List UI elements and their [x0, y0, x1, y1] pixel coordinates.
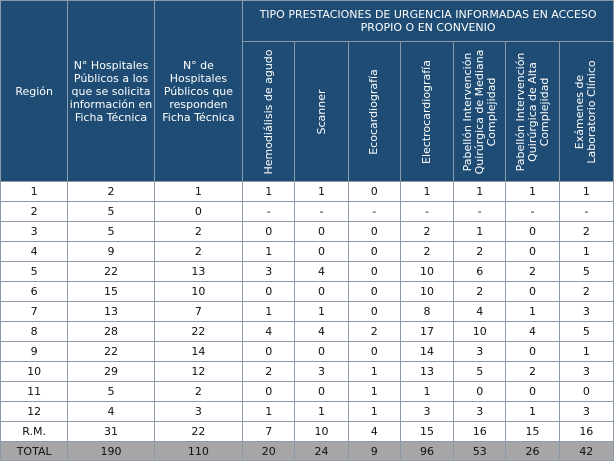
service-count-cell: 6	[454, 262, 506, 282]
service-count-cell: 1	[295, 402, 348, 422]
service-count-cell: 10	[454, 322, 506, 342]
service-count-cell: 4	[506, 322, 559, 342]
table-row	[1, 202, 614, 222]
service-count-cell: 15	[506, 422, 559, 442]
hosp-requested-cell: 15	[68, 282, 154, 302]
region-cell: 9	[1, 342, 68, 362]
table-row	[1, 242, 614, 262]
table-row	[1, 182, 614, 202]
service-count-cell: 2	[506, 262, 559, 282]
header-service-pabellon-alta: Pabellón Intervención Quirúrgica de Alta Complejidad	[506, 42, 559, 182]
service-count-cell: 0	[243, 282, 295, 302]
hosp-responded-cell: 2	[154, 242, 242, 262]
service-count-cell: 3	[559, 402, 613, 422]
service-count-cell: 1	[559, 342, 613, 362]
hosp-requested-cell: 2	[68, 182, 154, 202]
service-count-cell: 1	[506, 302, 559, 322]
region-cell: 1	[1, 182, 68, 202]
service-count-cell: 0	[295, 342, 348, 362]
service-count-cell: 4	[454, 302, 506, 322]
service-count-cell: 0	[348, 222, 400, 242]
hosp-requested-cell: 22	[68, 262, 154, 282]
service-count-cell: -	[295, 202, 348, 222]
service-count-cell: 0	[295, 382, 348, 402]
service-count-cell: 0	[243, 222, 295, 242]
service-count-cell: 16	[559, 422, 613, 442]
service-count-cell: 24	[295, 442, 348, 461]
service-count-cell: 0	[506, 382, 559, 402]
service-count-cell: 1	[243, 302, 295, 322]
service-count-cell: 3	[400, 402, 453, 422]
service-count-cell: 1	[348, 402, 400, 422]
header-hosp-requested: N° Hospitales Públicos a los que se solicita información en Ficha Técnica	[68, 1, 154, 182]
hosp-requested-cell: 28	[68, 322, 154, 342]
header-service-hemodialisis: Hemodiálisis de agudo	[243, 42, 295, 182]
service-count-cell: 20	[243, 442, 295, 461]
table-row	[1, 362, 614, 382]
service-count-cell: 2	[559, 282, 613, 302]
hosp-requested-cell: 190	[68, 442, 154, 461]
service-count-cell: -	[454, 202, 506, 222]
service-count-cell: 0	[348, 242, 400, 262]
table-row	[1, 282, 614, 302]
total-row	[1, 442, 614, 461]
service-count-cell: 2	[506, 362, 559, 382]
service-count-cell: 2	[454, 242, 506, 262]
header-service-scanner: Scanner	[295, 42, 348, 182]
service-count-cell: 0	[295, 242, 348, 262]
service-count-cell: 0	[559, 382, 613, 402]
region-cell: 4	[1, 242, 68, 262]
hosp-requested-cell: 5	[68, 382, 154, 402]
service-count-cell: 96	[400, 442, 453, 461]
service-count-cell: 10	[400, 282, 453, 302]
service-count-cell: 4	[348, 422, 400, 442]
service-count-cell: 53	[454, 442, 506, 461]
hosp-responded-cell: 22	[154, 422, 242, 442]
service-count-cell: 0	[348, 342, 400, 362]
header-service-laboratorio: Exámenes de Laboratorio Clínico	[559, 42, 613, 182]
hosp-responded-cell: 1	[154, 182, 242, 202]
region-cell: R.M.	[1, 422, 68, 442]
header-service-pabellon-mediana: Pabellón Intervención Quirúrgica de Mediana Complejidad	[454, 42, 506, 182]
table-body	[1, 182, 614, 461]
hosp-responded-cell: 2	[154, 382, 242, 402]
service-count-cell: 3	[454, 342, 506, 362]
service-count-cell: -	[559, 202, 613, 222]
service-count-cell: 3	[295, 362, 348, 382]
service-count-cell: 2	[400, 242, 453, 262]
service-count-cell: 14	[400, 342, 453, 362]
service-count-cell: 1	[559, 182, 613, 202]
table-row	[1, 342, 614, 362]
service-count-cell: -	[348, 202, 400, 222]
region-cell: 8	[1, 322, 68, 342]
table-row	[1, 302, 614, 322]
service-count-cell: 2	[348, 322, 400, 342]
region-cell: 6	[1, 282, 68, 302]
service-count-cell: 1	[559, 242, 613, 262]
service-count-cell: 1	[295, 302, 348, 322]
hosp-responded-cell: 7	[154, 302, 242, 322]
service-count-cell: -	[400, 202, 453, 222]
header-hosp-responded: N° de Hospitales Públicos que responden Ficha Técnica	[154, 1, 242, 182]
service-count-cell: 9	[348, 442, 400, 461]
hosp-responded-cell: 110	[154, 442, 242, 461]
hosp-responded-cell: 3	[154, 402, 242, 422]
service-count-cell: 1	[506, 182, 559, 202]
table-row	[1, 382, 614, 402]
service-count-cell: 0	[506, 342, 559, 362]
header-group-title: TIPO PRESTACIONES DE URGENCIA INFORMADAS EN ACCESO PROPIO O EN CONVENIO	[243, 1, 614, 42]
hosp-requested-cell: 31	[68, 422, 154, 442]
service-count-cell: 0	[243, 342, 295, 362]
service-count-cell: 26	[506, 442, 559, 461]
service-count-cell: 3	[243, 262, 295, 282]
service-count-cell: 0	[243, 382, 295, 402]
service-count-cell: 1	[295, 182, 348, 202]
service-count-cell: 8	[400, 302, 453, 322]
service-count-cell: 4	[243, 322, 295, 342]
service-count-cell: 1	[454, 182, 506, 202]
hosp-responded-cell: 0	[154, 202, 242, 222]
service-count-cell: 0	[348, 182, 400, 202]
table-row	[1, 402, 614, 422]
table-row	[1, 322, 614, 342]
table-row	[1, 422, 614, 442]
hosp-requested-cell: 4	[68, 402, 154, 422]
hosp-requested-cell: 22	[68, 342, 154, 362]
service-count-cell: 4	[295, 262, 348, 282]
region-cell: 2	[1, 202, 68, 222]
hosp-requested-cell: 5	[68, 202, 154, 222]
service-count-cell: 15	[400, 422, 453, 442]
service-count-cell: 2	[243, 362, 295, 382]
service-count-cell: 1	[400, 382, 453, 402]
service-count-cell: 3	[559, 362, 613, 382]
hosp-responded-cell: 10	[154, 282, 242, 302]
hosp-requested-cell: 13	[68, 302, 154, 322]
header-service-ecocardiografia: Ecocardiografía	[348, 42, 400, 182]
service-count-cell: 42	[559, 442, 613, 461]
service-count-cell: 1	[348, 362, 400, 382]
service-count-cell: 0	[348, 282, 400, 302]
service-count-cell: 10	[400, 262, 453, 282]
service-count-cell: 10	[295, 422, 348, 442]
hosp-requested-cell: 9	[68, 242, 154, 262]
hosp-responded-cell: 13	[154, 262, 242, 282]
region-cell: TOTAL	[1, 442, 68, 461]
service-count-cell: 2	[559, 222, 613, 242]
service-count-cell: 4	[295, 322, 348, 342]
service-count-cell: 1	[243, 182, 295, 202]
header-service-electrocardiografia: Electrocardiografía	[400, 42, 453, 182]
service-count-cell: 0	[506, 282, 559, 302]
region-cell: 7	[1, 302, 68, 322]
region-cell: 11	[1, 382, 68, 402]
service-count-cell: 5	[454, 362, 506, 382]
header-region: Región	[1, 1, 68, 182]
service-count-cell: 16	[454, 422, 506, 442]
service-count-cell: 3	[454, 402, 506, 422]
service-count-cell: 1	[243, 402, 295, 422]
service-count-cell: 3	[559, 302, 613, 322]
hosp-responded-cell: 22	[154, 322, 242, 342]
region-cell: 10	[1, 362, 68, 382]
service-count-cell: 2	[454, 282, 506, 302]
service-count-cell: 5	[559, 262, 613, 282]
table-row	[1, 262, 614, 282]
service-count-cell: 1	[506, 402, 559, 422]
service-count-cell: 0	[348, 262, 400, 282]
region-cell: 5	[1, 262, 68, 282]
service-count-cell: -	[243, 202, 295, 222]
service-count-cell: 13	[400, 362, 453, 382]
service-count-cell: 0	[506, 222, 559, 242]
table-row	[1, 222, 614, 242]
hosp-responded-cell: 2	[154, 222, 242, 242]
hosp-responded-cell: 12	[154, 362, 242, 382]
service-count-cell: 0	[506, 242, 559, 262]
service-count-cell: 0	[348, 302, 400, 322]
service-count-cell: 0	[454, 382, 506, 402]
region-cell: 12	[1, 402, 68, 422]
service-count-cell: 1	[400, 182, 453, 202]
service-count-cell: 0	[295, 222, 348, 242]
service-count-cell: -	[506, 202, 559, 222]
service-count-cell: 1	[243, 242, 295, 262]
service-count-cell: 1	[454, 222, 506, 242]
service-count-cell: 1	[348, 382, 400, 402]
hosp-requested-cell: 5	[68, 222, 154, 242]
service-count-cell: 0	[295, 282, 348, 302]
service-count-cell: 17	[400, 322, 453, 342]
service-count-cell: 7	[243, 422, 295, 442]
service-count-cell: 2	[400, 222, 453, 242]
region-cell: 3	[1, 222, 68, 242]
service-count-cell: 5	[559, 322, 613, 342]
hosp-responded-cell: 14	[154, 342, 242, 362]
hosp-requested-cell: 29	[68, 362, 154, 382]
